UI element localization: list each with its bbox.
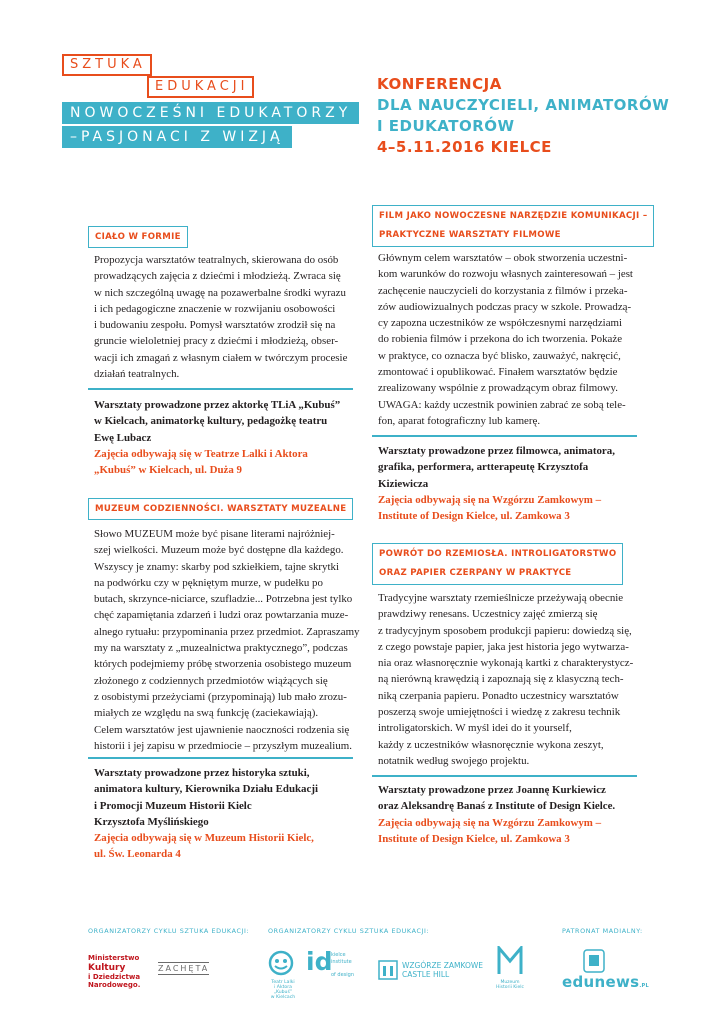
section-leader-rzemioslo xyxy=(378,782,650,847)
section-leader-cialo xyxy=(94,397,366,478)
muzeum-mark-icon xyxy=(497,946,523,976)
text-line: ORAZ PAPIER CZERPANY W PRAKTYCE xyxy=(379,568,572,578)
text-line: i budowaniu zespołu. Pomysł warsztatów zrodził się na xyxy=(94,319,336,332)
text-line: złożonego z codziennych przedmiotów wiążących się xyxy=(94,674,328,687)
text-line: Zajęcia odbywają się w Muzeum Historii Kielc, xyxy=(94,832,314,845)
text-line: Słowo MUZEUM może być pisane literami najróżniej- xyxy=(94,528,335,540)
section-title-rzemioslo xyxy=(372,543,623,585)
text-line: których podejmiemy próbę stworzenia osobistego muzeum xyxy=(94,658,352,671)
wzgorze-text xyxy=(402,961,483,979)
institute-of-design-text xyxy=(331,952,354,979)
conference-title: KONFERENCJA xyxy=(377,75,502,93)
text-line: nia oraz własnoręcznie wykonają kartki z charakterystycz- xyxy=(378,657,634,670)
text-line: grafika, performera, artterapeutę Krzysztofa xyxy=(378,461,589,474)
section-body-muzeum xyxy=(94,526,366,754)
text-line: wacji ich zmagań z własnym ciałem w twórczym procesie xyxy=(94,351,348,364)
kubus-logo xyxy=(266,950,300,1000)
text-line: notatnik według swojego projektu. xyxy=(378,754,530,767)
text-line: poszerzą swoje umiejętności i wiedzę z zakresu technik xyxy=(378,706,621,719)
text-line: kielce xyxy=(331,952,346,958)
section-leader-film xyxy=(378,443,650,524)
text-line: Muzeum xyxy=(500,980,520,985)
text-line: zachęcenie nauczycieli do korzystania z filmów i przeka- xyxy=(378,284,628,297)
text-line: Ministerstwo xyxy=(88,954,140,962)
section-body-film xyxy=(378,250,650,429)
text-line: Institute of Design Kielce, ul. Zamkowa 3 xyxy=(378,510,570,523)
text-line: alnego rytuału: przypominania przez przedmiot. Zapraszamy xyxy=(94,625,360,638)
text-line: cy zapozna uczestników ze współczesnymi narzędziami xyxy=(378,317,623,330)
muzeum-text xyxy=(492,980,528,990)
text-line: i ich pedagogiczne znaczenie w rozwijaniu osobowości xyxy=(94,302,336,315)
text-line: animatora kultury, Kierownika Działu Edukacji xyxy=(94,783,318,796)
text-line: w praktyce, co oznacza być blisko, zauważyć, nakręcić, xyxy=(378,349,621,362)
text-line: Warsztaty prowadzone przez historyka sztuki, xyxy=(94,767,310,779)
text-line: zrealizowany wspólnie z prowadzącym obraz filmowy. xyxy=(378,382,619,395)
logo-word-edukacji: EDUKACJI xyxy=(147,76,254,98)
text-line: Kultury xyxy=(88,962,126,973)
text-line: Teatr Lalki xyxy=(271,980,295,985)
text-line: oraz Aleksandrę Banaś z Institute of Design Kielce. xyxy=(378,800,616,813)
divider xyxy=(372,435,637,437)
text-line: Tradycyjne warsztaty rzemieślnicze przeżywają obecnie xyxy=(378,592,624,604)
text-line: fon, aparat fotograficzny lub kamerę. xyxy=(378,414,541,427)
text-line: Propozycja warsztatów teatralnych, skierowana do osób xyxy=(94,254,339,266)
divider xyxy=(88,757,353,759)
text-line: of design xyxy=(331,972,354,978)
section-title-muzeum: MUZEUM CODZIENNOŚCI. WARSZTATY MUZEALNE xyxy=(88,498,353,520)
text-line: Głównym celem warsztatów – obok stworzenia uczestni- xyxy=(378,252,628,264)
text-line: z czego powstaje papier, jaka jest historia jego wytwarza- xyxy=(378,640,629,653)
text-line: Warsztaty prowadzone przez Joannę Kurkiewicz xyxy=(378,784,606,796)
text-line: do robienia filmów i przekona do ich tworzenia. Pokaże xyxy=(378,333,623,346)
footer-label-organizers-2: ORGANIZATORZY CYKLU SZTUKA EDUKACJI: xyxy=(268,927,430,935)
text-line: ul. Św. Leonarda 4 xyxy=(94,848,181,861)
text-line: w Kielcach xyxy=(270,995,296,1000)
text-line: butach, skrzynce-niciarce, szufladzie... Potrzebna jest tylko xyxy=(94,593,353,606)
text-line: PRAKTYCZNE WARSZTATY FILMOWE xyxy=(379,230,561,240)
text-line: działań teatralnych. xyxy=(94,368,180,381)
footer-label-organizers: ORGANIZATORZY CYKLU SZTUKA EDUKACJI: xyxy=(88,927,250,935)
text-line: Kiziewicza xyxy=(378,477,429,490)
kubus-text xyxy=(266,980,300,1000)
text-line: miałych ze względu na swą funkcję (zaciekawiają). xyxy=(94,707,319,720)
text-line: i Aktora „Kubuś” xyxy=(273,985,293,995)
text-line: zmontować i opublikować. Finałem warsztatów będzie xyxy=(378,366,618,379)
divider xyxy=(372,775,637,777)
text-line: Celem warsztatów jest ujawnienie naoczności rodzenia się xyxy=(94,723,350,736)
zacheta-logo: ZACHĘTA xyxy=(158,964,210,973)
logo-tagline-1: NOWOCZEŚNI EDUKATORZY xyxy=(62,102,359,124)
text-line: Zajęcia odbywają się na Wzgórzu Zamkowym – xyxy=(378,493,602,506)
text-line: kom warunków do rozwoju własnych zainteresowań – jest xyxy=(378,268,633,281)
text-line: CASTLE HILL xyxy=(402,970,450,979)
text-line: i Promocji Muzeum Historii Kielc xyxy=(94,799,252,812)
text-line: prowadzących zajęcia z dziećmi i młodzieżą. Zwraca się xyxy=(94,270,341,283)
text-line: gruncie wieloletniej pracy z dziećmi i młodzieżą, obser- xyxy=(94,335,339,348)
text-line: szej wielkości. Muzeum może być dostępne dla każdego. xyxy=(94,544,344,557)
text-line: z osobistymi przeżyciami (przypominają) lub mało zrozu- xyxy=(94,690,347,703)
text-line: Ewę Lubacz xyxy=(94,431,152,444)
text-line: WZGÓRZE ZAMKOWE xyxy=(402,961,484,970)
text-line: POWRÓT DO RZEMIOSŁA. INTROLIGATORSTWO xyxy=(379,549,617,559)
castle-icon xyxy=(378,960,398,980)
section-title-film xyxy=(372,205,654,247)
edunews-emblem-icon xyxy=(583,949,605,973)
text-line: i Dziedzictwa xyxy=(88,972,141,981)
institute-of-design-mark: id xyxy=(306,947,333,976)
logo-word-sztuka: SZTUKA xyxy=(62,54,152,76)
section-body-rzemioslo xyxy=(378,590,650,769)
text-line: Institute of Design Kielce, ul. Zamkowa 3 xyxy=(378,832,570,845)
text-line: niką czerpania papieru. Ponadto uczestnicy warsztatów xyxy=(378,689,619,702)
text-line: FILM JAKO NOWOCZESNE NARZĘDZIE KOMUNIKACJI – xyxy=(379,211,648,221)
text-line: Krzysztofa Myślińskiego xyxy=(94,815,209,828)
text-line: Warsztaty prowadzone przez filmowca, animatora, xyxy=(378,445,615,457)
text-line: w Kielcach, animatorkę kultury, pedagożkę teatru xyxy=(94,415,328,428)
text-line: institute xyxy=(331,959,352,965)
text-line: zów audiowizualnych podczas pracy w szkole. Prowadzą- xyxy=(378,300,632,313)
text-line: chęć zapamiętania zdarzeń i ludzi oraz powtarzania muze- xyxy=(94,609,349,622)
text-line: historii i jej zapisu w przedmiocie – przyszłym muzealium. xyxy=(94,739,352,752)
muzeum-historii-kielc-logo xyxy=(492,946,528,990)
edunews-wordmark: edunews xyxy=(562,973,640,991)
section-body-cialo xyxy=(94,252,366,382)
divider xyxy=(88,388,353,390)
text-line: Wszyscy je znamy: skarby pod szkiełkiem, tajne skrytki xyxy=(94,560,339,573)
footer-label-media-patron: PATRONAT MADIALNY: xyxy=(562,927,643,935)
conference-audience-2: I EDUKATORÓW xyxy=(377,117,515,135)
text-line: w nich szczególną uwagę na pozawerbalne środki wyrazu xyxy=(94,286,346,299)
text-line: Narodowego. xyxy=(88,981,141,989)
text-line: introligatorskich. W myśl idei do it yourself, xyxy=(378,722,572,735)
conference-audience-1: DLA NAUCZYCIELI, ANIMATORÓW xyxy=(377,96,670,114)
text-line: Historii Kielc xyxy=(496,985,524,990)
logo-tagline-2: –PASJONACI Z WIZJĄ xyxy=(62,126,292,148)
kubus-mark-icon xyxy=(266,950,296,976)
edunews-suffix: .PL xyxy=(639,983,649,989)
text-line: każdy z uczestników własnoręcznie wykona zeszyt, xyxy=(378,738,604,751)
text-line: z tradycyjnym sposobem produkcji papieru: dowiedzą się, xyxy=(378,624,632,637)
text-line: Zajęcia odbywają się na Wzgórzu Zamkowym – xyxy=(378,816,602,829)
section-leader-muzeum xyxy=(94,765,366,863)
edunews-logo xyxy=(562,973,649,991)
text-line: „Kubuś” w Kielcach, ul. Duża 9 xyxy=(94,464,242,477)
text-line: ną nierówną krawędzią i zapoznają się z klasyczną tech- xyxy=(378,673,624,686)
text-line: my na warsztaty z „muzealnictwa praktycznego”, podczas xyxy=(94,642,348,655)
text-line: prawdziwy renesans. Uczestnicy zajęć zmierzą się xyxy=(378,608,598,621)
section-title-cialo: CIAŁO W FORMIE xyxy=(88,226,188,248)
text-line: Warsztaty prowadzone przez aktorkę TLiA „Kubuś” xyxy=(94,399,341,411)
ministry-logo xyxy=(88,954,140,990)
text-line: na podwórku czy w pękniętym murze, w pudełku po xyxy=(94,576,323,589)
text-line: UWAGA: każdy uczestnik powinien zabrać ze sobą tele- xyxy=(378,398,626,411)
text-line: Zajęcia odbywają się w Teatrze Lalki i Aktora xyxy=(94,447,308,460)
conference-date: 4–5.11.2016 KIELCE xyxy=(377,138,552,156)
